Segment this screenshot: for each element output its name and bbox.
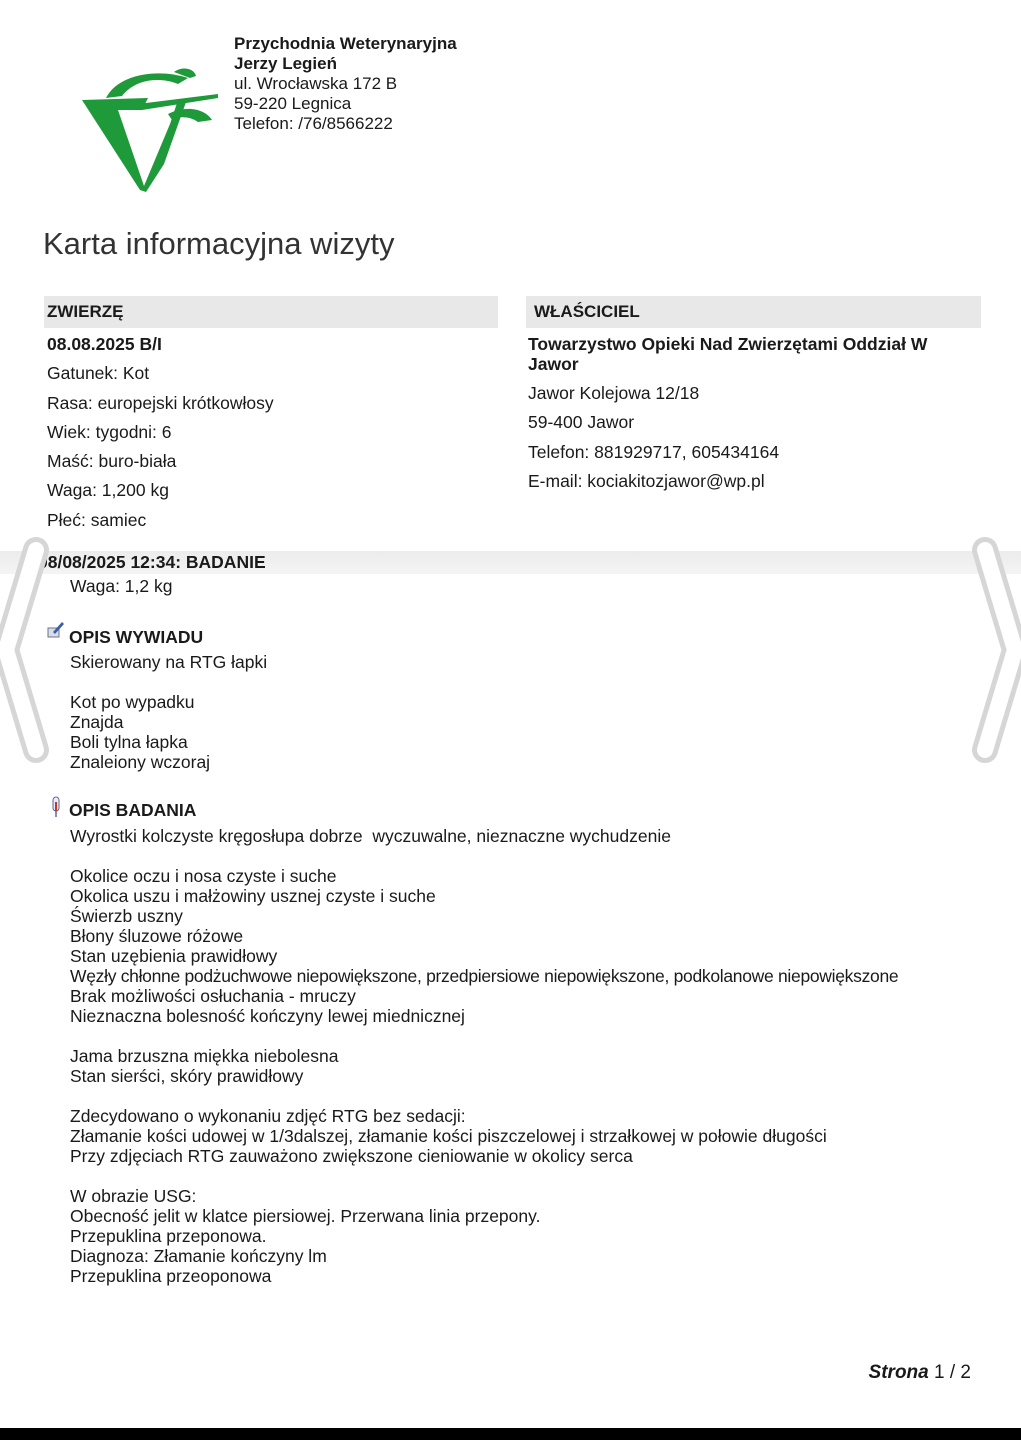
exam-line: Złamanie kości udowej w 1/3dalszej, złamanie kości piszczelowej i strzałkowej w połowie długości [70,1126,827,1146]
interview-line: Znajda [70,712,124,732]
clinic-phone: Telefon: /76/8566222 [234,114,393,133]
animal-species: Gatunek: Kot [47,363,150,384]
owner-email: E-mail: kociakitozjawor@wp.pl [528,470,765,491]
interview-line [70,672,267,692]
exam-line: Okolice oczu i nosa czyste i suche [70,866,337,886]
owner-name: Towarzystwo Opieki Nad Zwierzętami Oddział W Jawor [528,334,928,374]
exam-line: Obecność jelit w klatce piersiowej. Przerwana linia przepony. [70,1206,541,1226]
clinic-city: 59-220 Legnica [234,94,352,113]
interview-line: Znaleiony wczoraj [70,752,211,772]
owner-city: 59-400 Jawor [528,412,635,433]
clinic-street: ul. Wrocławska 172 B [234,74,398,93]
exam-line: Okolica uszu i małżowiny usznej czyste i suche [70,886,436,906]
animal-age: Wiek: tygodni: 6 [47,421,172,442]
page-total: / 2 [949,1362,971,1383]
exam-line: Stan uzębienia prawidłowy [70,946,278,966]
animal-name: 08.08.2025 B/I [47,334,162,354]
exam-line: W obrazie USG: [70,1186,197,1206]
exam-line: Diagnoza: Złamanie kończyny lm [70,1246,327,1266]
page-indicator [869,1362,971,1384]
exam-icon [49,796,63,818]
document-title: Karta informacyjna wizyty [43,226,395,261]
interview-line: Boli tylna łapka [70,732,188,752]
animal-breed: Rasa: europejski krótkowłosy [47,392,274,413]
animal-details [47,330,274,535]
owner-section-header: WŁAŚCICIEL [526,296,981,328]
page-current: 1 [934,1362,945,1383]
exam-line [70,1086,898,1106]
owner-details [528,379,779,496]
bottom-bar [0,1428,1021,1440]
exam-line: Nieznaczna bolesność kończyny lewej miednicznej [70,1006,465,1026]
animal-weight: Waga: 1,200 kg [47,480,169,501]
exam-title: OPIS BADANIA [69,800,197,820]
exam-line: Przepuklina przeoponowa [70,1266,272,1286]
owner-address: Jawor Kolejowa 12/18 [528,383,700,403]
visit-weight: Waga: 1,2 kg [70,576,173,596]
exam-line: Stan sierści, skóry prawidłowy [70,1066,304,1086]
exam-line: Jama brzuszna miękka niebolesna [70,1046,339,1066]
clinic-info [234,34,457,134]
next-page-icon[interactable] [961,530,1021,780]
interview-text [70,652,267,772]
exam-line [70,1166,898,1186]
exam-line: Brak możliwości osłuchania - mruczy [70,986,356,1006]
exam-line: Węzły chłonne podżuchwowe niepowiększone, przedpiersiowe niepowiększone, podkolanowe niepowiększone [70,966,899,986]
interview-line: Skierowany na RTG łapki [70,652,268,672]
exam-line: Przepuklina przeponowa. [70,1226,267,1246]
visit-header: 08/08/2025 12:34: BADANIE [0,551,1021,574]
prev-page-icon[interactable] [0,530,60,780]
clinic-name-1: Przychodnia Weterynaryjna [234,34,457,53]
exam-line [70,1026,898,1046]
exam-line: Błony śluzowe różowe [70,926,244,946]
interview-line: Kot po wypadku [70,692,195,712]
exam-line: Świerzb uszny [70,906,183,926]
exam-line: Przy zdjęciach RTG zauważono zwiększone cieniowanie w okolicy serca [70,1146,633,1166]
exam-line: Zdecydowano o wykonaniu zdjęć RTG bez sedacji: [70,1106,466,1126]
page-label: Strona [868,1362,929,1383]
exam-text [70,826,898,1286]
animal-sex: Płeć: samiec [47,509,147,530]
animal-section-header: ZWIERZĘ [44,296,498,328]
exam-line: Wyrostki kolczyste kręgosłupa dobrze wyczuwalne, nieznaczne wychudzenie [70,826,671,846]
exam-line [70,846,898,866]
animal-color: Maść: buro-biała [47,451,177,472]
clinic-logo-icon [78,64,223,194]
interview-title: OPIS WYWIADU [69,627,204,647]
owner-phone: Telefon: 881929717, 605434164 [528,441,780,462]
clinic-name-2: Jerzy Legień [234,54,337,73]
